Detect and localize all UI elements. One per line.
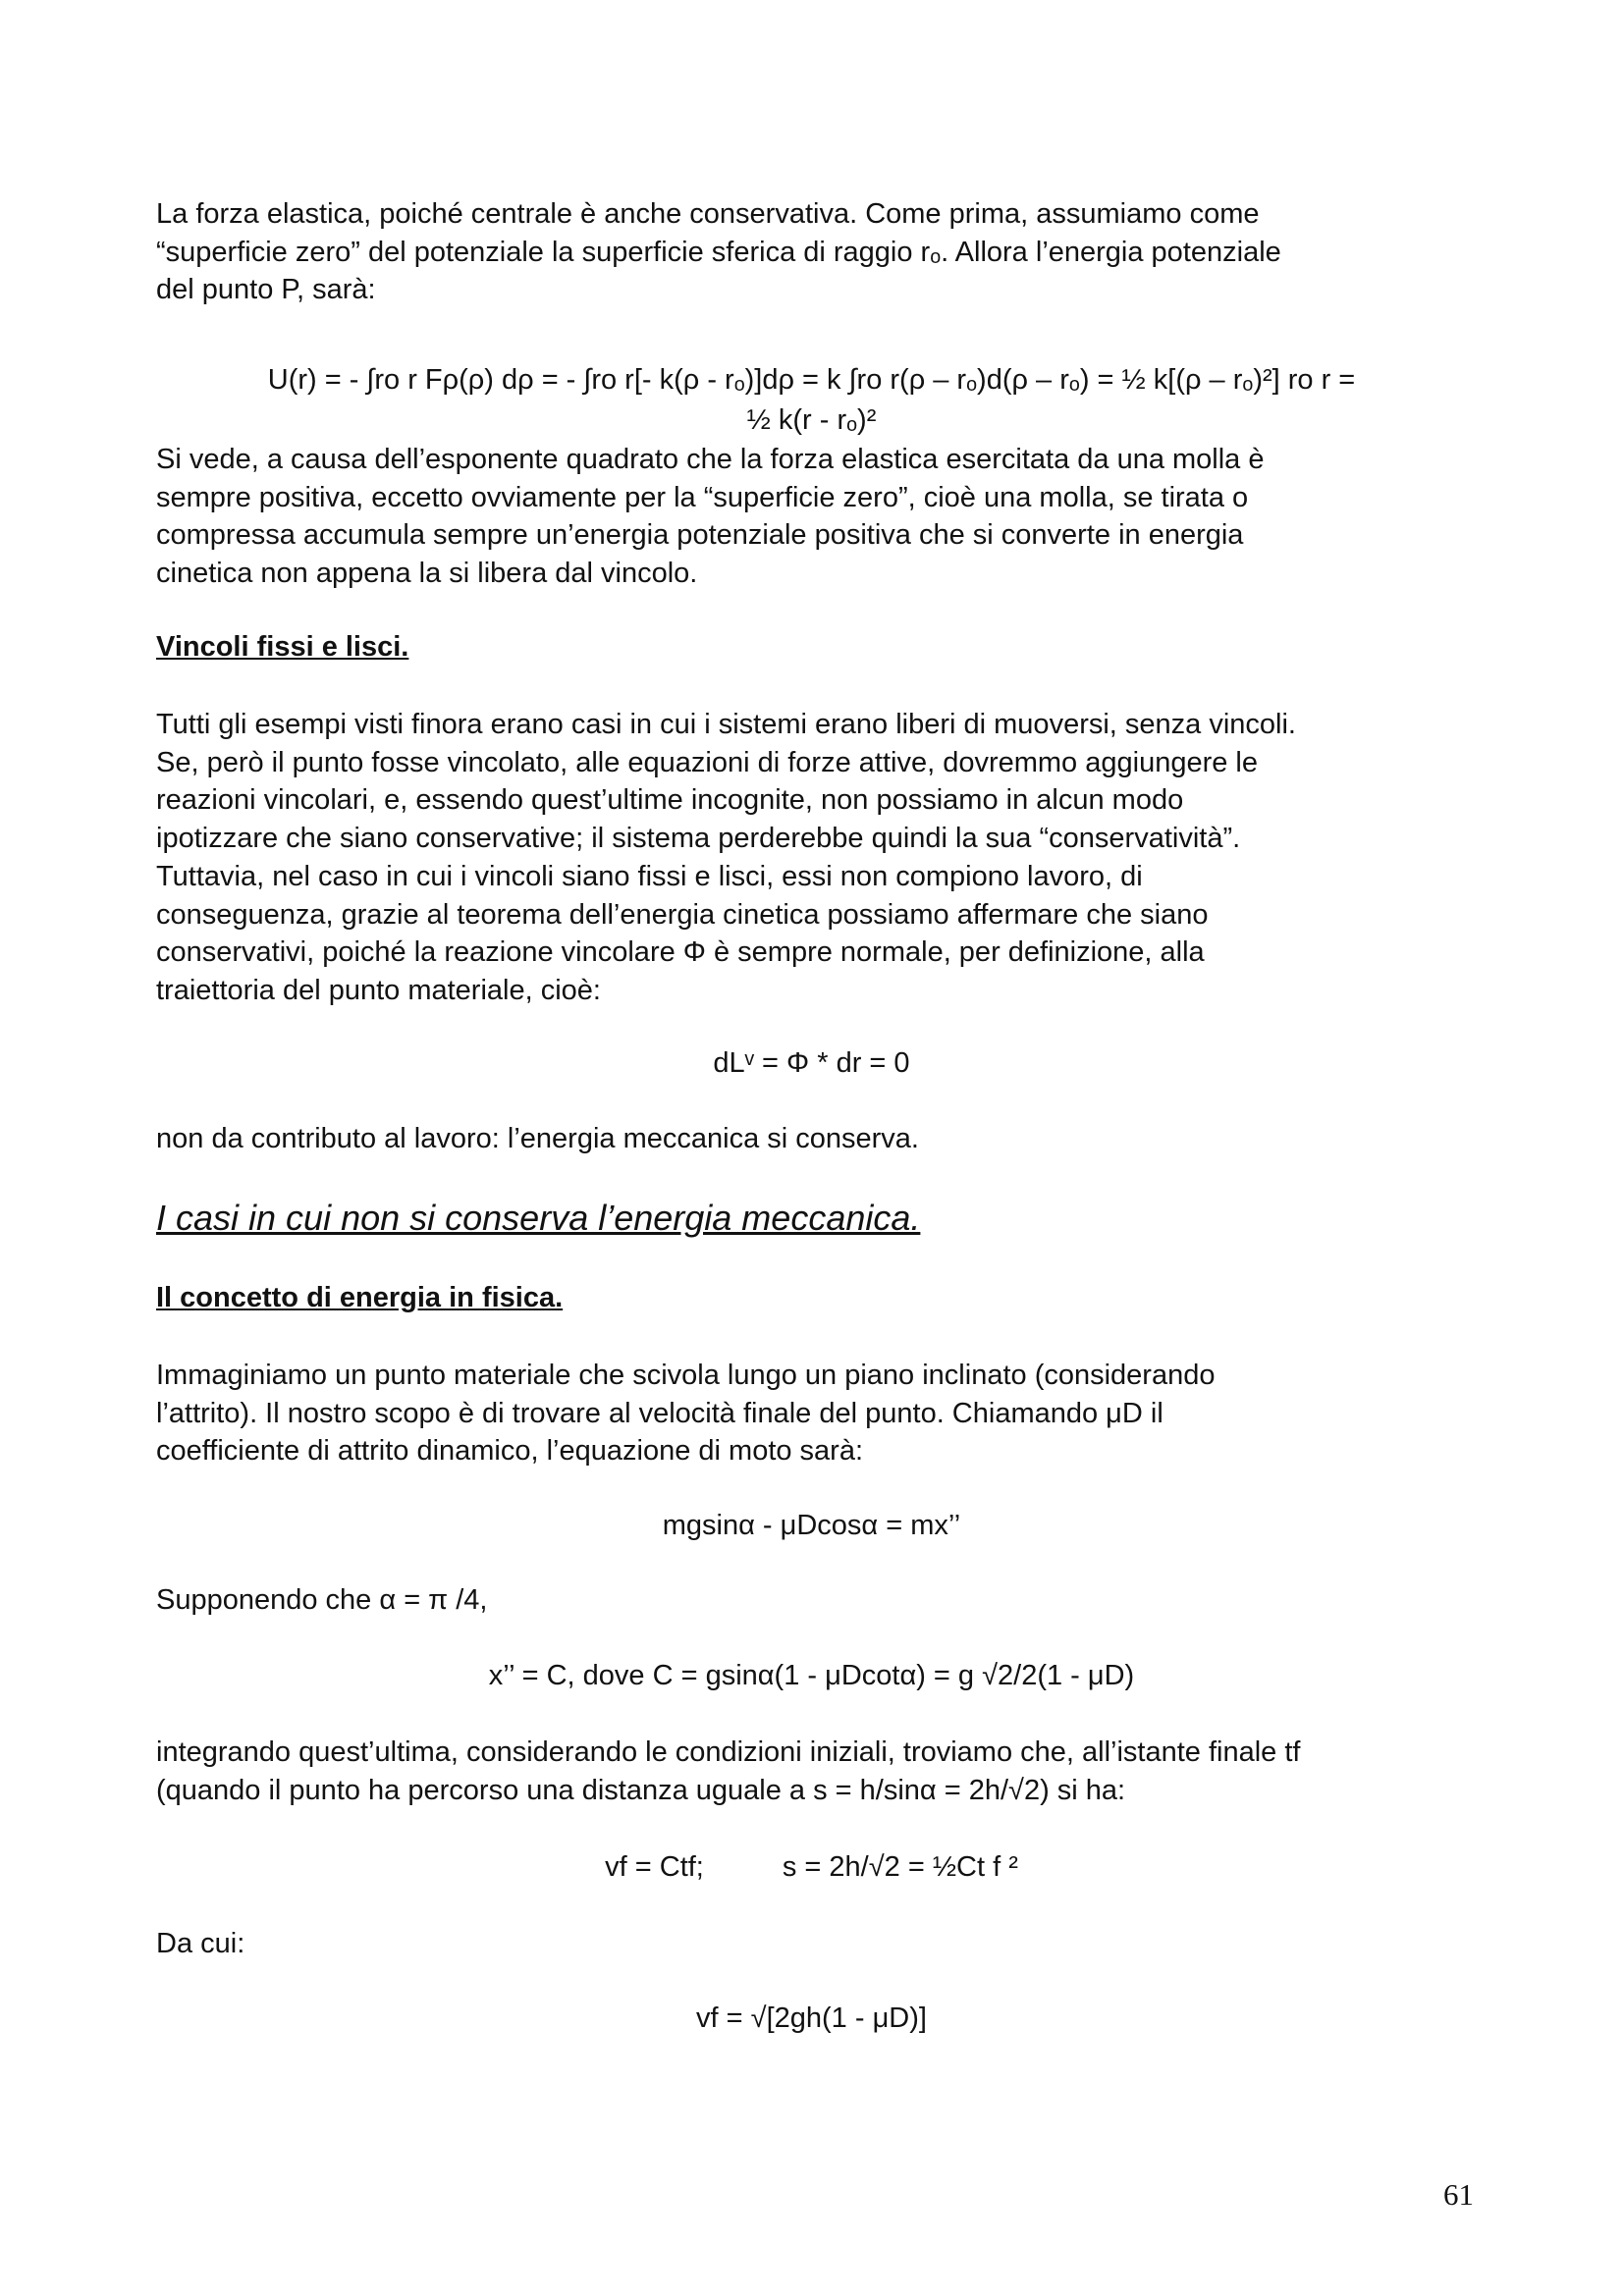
formula-work: dLᵛ = Φ * dr = 0	[713, 1047, 910, 1079]
section-heading-constraints: Vincoli fissi e lisci.	[156, 631, 409, 663]
paragraph-elastic-force	[156, 195, 1281, 309]
text-line: Se, però il punto fosse vincolato, alle equazioni di forze attive, dovremmo aggiungere le	[156, 746, 1258, 778]
text-line: l’attrito). Il nostro scopo è di trovare al velocità finale del punto. Chiamando μD il	[156, 1397, 1163, 1429]
text-line: La forza elastica, poiché centrale è anche conservativa. Come prima, assumiamo come	[156, 198, 1260, 230]
text-line: (quando il punto ha percorso una distanza uguale a s = h/sinα = 2h/√2) si ha:	[156, 1774, 1126, 1806]
chapter-heading: I casi in cui non si conserva l’energia meccanica.	[156, 1198, 921, 1238]
formula-vf: vf = Ctf;	[605, 1851, 704, 1883]
text-line: coefficiente di attrito dinamico, l’equazione di moto sarà:	[156, 1435, 864, 1468]
text-line: traiettoria del punto materiale, cioè:	[156, 974, 601, 1006]
text-line: compressa accumula sempre un’energia potenziale positiva che si converte in energia	[156, 519, 1244, 552]
text-line: ipotizzare che siano conservative; il sistema perderebbe quindi la sua “conservatività”.	[156, 823, 1241, 855]
paragraph-from-which: Da cui:	[156, 1928, 245, 1959]
formula-potential-energy: U(r) = - ∫ro r Fρ(ρ) dρ = - ∫ro r[- k(ρ - rₒ)]dρ = k ∫ro r(ρ – rₒ)d(ρ – rₒ) = ½ k[(ρ – rₒ)²] ro r =	[267, 364, 1356, 396]
formula-final-velocity-time	[0, 1848, 1623, 1886]
paragraph-integration	[156, 1734, 1300, 1809]
paragraph-inclined-plane	[156, 1357, 1215, 1470]
formula-motion: mgsinα - μDcosα = mx’’	[662, 1510, 961, 1541]
page-number: 61	[1443, 2177, 1474, 2212]
text-line: Tutti gli esempi visti finora erano casi in cui i sistemi erano liberi di muoversi, senza vincoli.	[156, 709, 1296, 740]
text-line: reazioni vincolari, e, essendo quest’ultime incognite, non possiamo in alcun modo	[156, 784, 1184, 817]
paragraph-constraints	[156, 706, 1296, 1010]
text-line: Immaginiamo un punto materiale che scivola lungo un piano inclinato (considerando	[156, 1360, 1216, 1391]
text-line: del punto P, sarà:	[156, 274, 376, 306]
formula-distance: s = 2h/√2 = ½Ct f ²	[782, 1851, 1018, 1883]
text-line: integrando quest’ultima, considerando le condizioni iniziali, troviamo che, all’istante finale tf	[156, 1736, 1301, 1768]
text-line: sempre positiva, eccetto ovviamente per la “superficie zero”, cioè una molla, se tirata o	[156, 481, 1249, 513]
text-line: conservativi, poiché la reazione vincolare Φ è sempre normale, per definizione, alla	[156, 936, 1205, 969]
formula-final-velocity: vf = √[2gh(1 - μD)]	[696, 2002, 927, 2034]
text-line: “superficie zero” del potenziale la superficie sferica di raggio rₒ. Allora l’energia potenziale	[156, 236, 1281, 268]
section-heading-energy: Il concetto di energia in fisica.	[156, 1282, 564, 1313]
paragraph-no-contribution: non da contributo al lavoro: l’energia meccanica si conserva.	[156, 1123, 919, 1154]
paragraph-exponent	[156, 441, 1265, 593]
text-line: conseguenza, grazie al teorema dell’energia cinetica possiamo affermare che siano	[156, 898, 1209, 931]
paragraph-assumption: Supponendo che α = π /4,	[156, 1584, 488, 1616]
text-line: Tuttavia, nel caso in cui i vincoli siano fissi e lisci, essi non compiono lavoro, di	[156, 860, 1143, 892]
formula-potential-energy-result: ½ k(r - rₒ)²	[746, 404, 877, 436]
text-line: Si vede, a causa dell’esponente quadrato che la forza elastica esercitata da una molla è	[156, 444, 1265, 475]
text-line: cinetica non appena la si libera dal vincolo.	[156, 558, 698, 590]
formula-acceleration: x’’ = C, dove C = gsinα(1 - μDcotα) = g √2/2(1 - μD)	[488, 1660, 1135, 1691]
